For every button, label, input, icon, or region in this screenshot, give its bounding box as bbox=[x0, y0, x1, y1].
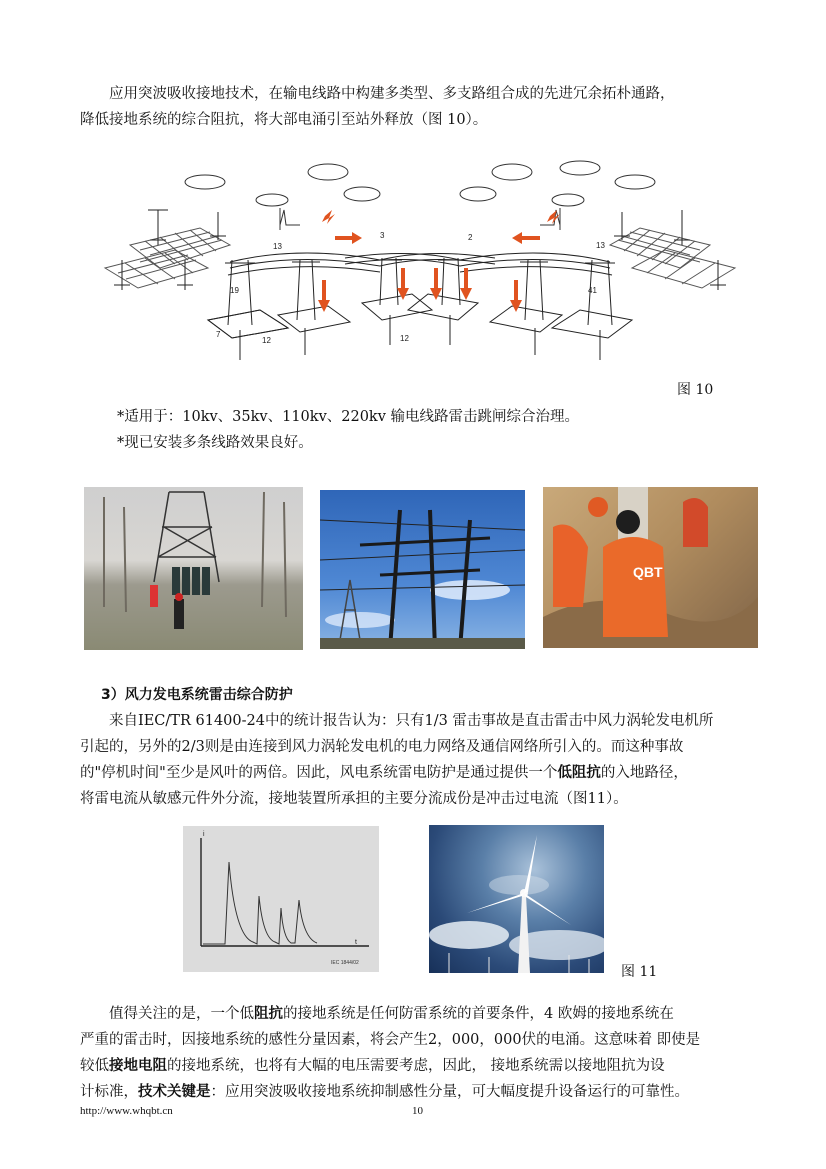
vest-logo: QBT bbox=[633, 564, 663, 580]
closing-line-1 bbox=[80, 1001, 770, 1027]
crew-at-tower-photo bbox=[84, 487, 303, 650]
text-run: 计标准， bbox=[80, 1084, 138, 1100]
figure-10-diagram bbox=[100, 150, 740, 375]
closing-line-3 bbox=[80, 1053, 780, 1079]
text-run: 较低 bbox=[80, 1058, 109, 1074]
diagram-label: 12 bbox=[400, 334, 409, 343]
diagram-label: 7 bbox=[216, 330, 221, 339]
cloud bbox=[344, 187, 380, 201]
section-paragraph-line-1: 来自IEC/TR 61400-24中的统计报告认为：只有1/3 雷击事故是直击雷击中风力涡轮发电机所 bbox=[109, 713, 714, 729]
installation-note: *现已安装多条线路效果良好。 bbox=[117, 435, 313, 451]
intro-line-1: 应用突波吸收接地技术，在输电线路中构建多类型、多支路组合成的先进冗余拓朴通路， bbox=[109, 86, 675, 102]
power-line-tower-photo bbox=[320, 490, 525, 649]
graph-y-label: i bbox=[203, 831, 205, 838]
wind-turbine-photo bbox=[429, 825, 604, 973]
ground-grid bbox=[105, 228, 230, 288]
footer-url-link[interactable]: http://www.whqbt.cn bbox=[80, 1105, 173, 1117]
closing-line-2: 严重的雷击时，因接地系统的感性分量因素，将会产生2，000，000伏的电涌。这意味着 即使是 bbox=[80, 1032, 701, 1048]
graph-footnote: IEC 1844/02 bbox=[331, 960, 359, 966]
closing-line-4 bbox=[80, 1079, 780, 1105]
section-paragraph-line-2: 引起的，另外的2/3则是由连接到风力涡轮发电机的电力网络及通信网络所引入的。而这种事故 bbox=[80, 739, 684, 755]
cloud bbox=[308, 164, 348, 180]
applicability-note: *适用于：10kv、35kv、110kv、220kv 输电线路雷击跳闸综合治理。 bbox=[117, 409, 580, 425]
workers-trench-photo bbox=[543, 487, 758, 648]
text-run: 的接地系统是任何防雷系统的首要条件，4 欧姆的接地系统在 bbox=[283, 1006, 674, 1022]
diagram-label: 13 bbox=[273, 242, 282, 251]
cloud bbox=[185, 175, 225, 189]
right-diagram bbox=[345, 161, 735, 360]
graph-x-label: t bbox=[355, 939, 357, 946]
diagram-label: 19 bbox=[230, 286, 239, 295]
page-number: 10 bbox=[412, 1105, 423, 1117]
bold-term-impedance: 阻抗 bbox=[254, 1006, 283, 1022]
cloud bbox=[256, 194, 288, 206]
diagram-label: 13 bbox=[596, 241, 605, 250]
diagram-label: 3 bbox=[380, 231, 385, 240]
bold-term-low-impedance: 低阻抗 bbox=[557, 765, 601, 781]
intro-line-2: 降低接地系统的综合阻抗，将大部电涌引至站外释放（图 10）。 bbox=[80, 112, 488, 128]
diagram-label: 12 bbox=[262, 336, 271, 345]
surge-current-graph bbox=[183, 826, 379, 972]
text-run: 的接地系统，也将有大幅的电压需要考虑，因此， 接地系统需以接地阻抗为设 bbox=[167, 1058, 665, 1074]
section-paragraph-line-3 bbox=[80, 760, 770, 786]
section-paragraph-line-4: 将雷电流从敏感元件外分流，接地装置所承担的主要分流成份是冲击过电流（图11）。 bbox=[80, 791, 628, 807]
text-run: 的"停机时间"至少是风叶的两倍。因此，风电系统雷电防护是通过提供一个 bbox=[80, 765, 558, 781]
text-run: ：应用突波吸收接地系统抑制感性分量，可大幅度提升设备运行的可靠性。 bbox=[210, 1084, 689, 1100]
diagram-label: 41 bbox=[588, 286, 597, 295]
diagram-label: 2 bbox=[468, 233, 473, 242]
bold-term-ground-resistance: 接地电阻 bbox=[109, 1058, 167, 1074]
bold-term-technical-key: 技术关键是 bbox=[138, 1084, 211, 1100]
figure-11-caption: 图 11 bbox=[621, 964, 658, 980]
figure-10-caption: 图 10 bbox=[677, 382, 714, 398]
section-heading: 3）风力发电系统雷击综合防护 bbox=[101, 687, 293, 703]
text-run: 的入地路径， bbox=[600, 765, 688, 781]
text-run: 值得关注的是，一个低 bbox=[109, 1006, 254, 1022]
tower bbox=[208, 260, 288, 360]
tower bbox=[278, 260, 350, 355]
